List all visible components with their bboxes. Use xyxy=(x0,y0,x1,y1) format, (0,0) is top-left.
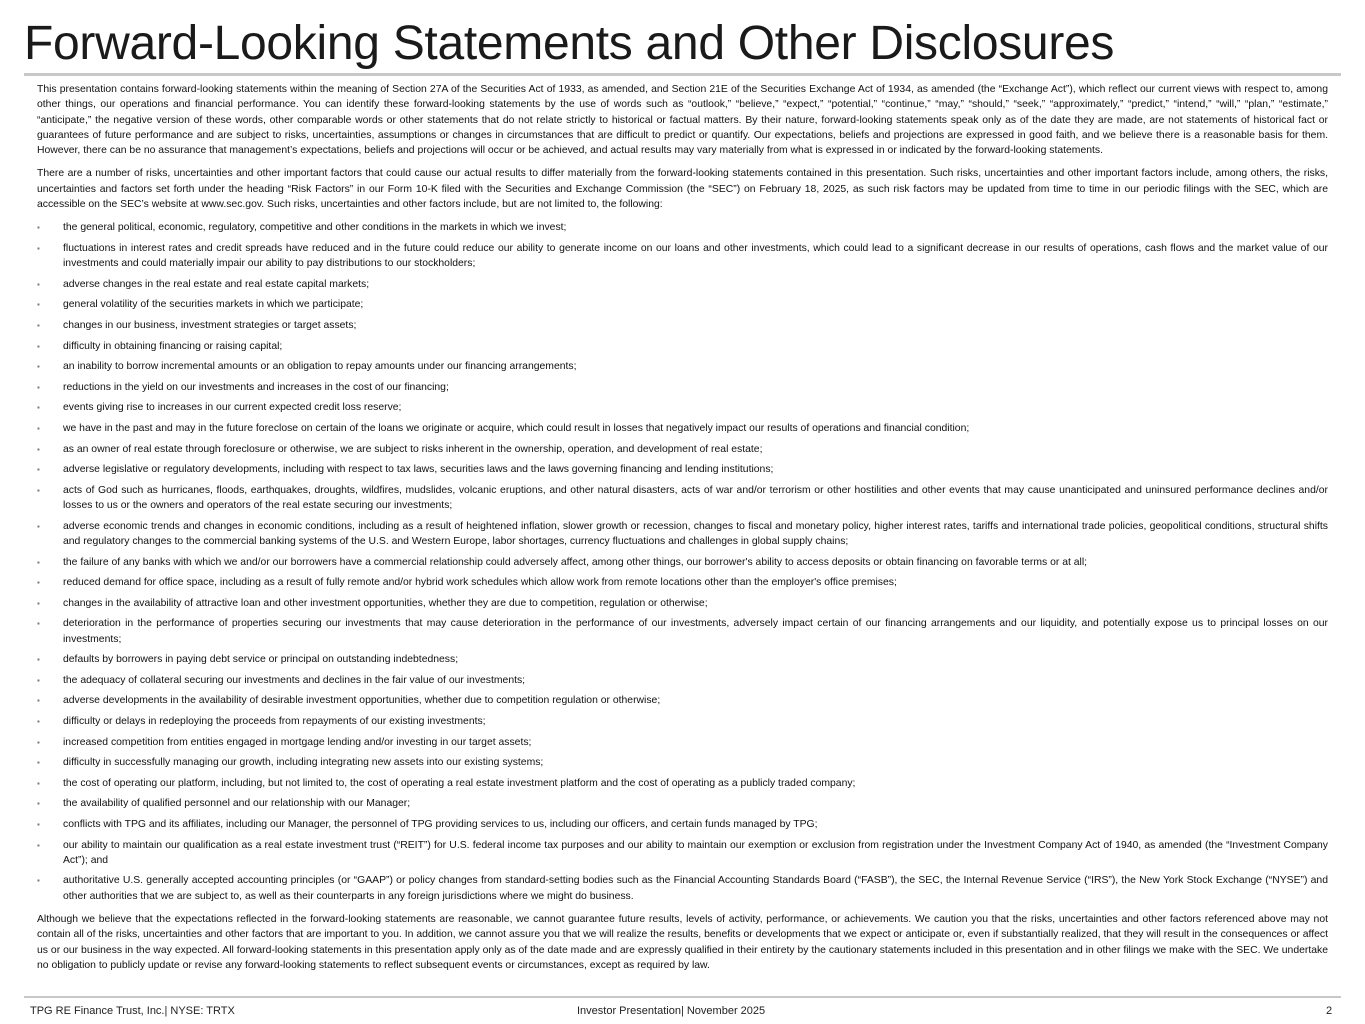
bullet-icon: ▪ xyxy=(37,655,40,665)
footer-presentation: Investor Presentation| November 2025 xyxy=(577,1005,766,1017)
bullet-icon: ▪ xyxy=(37,341,40,351)
bullet-icon: ▪ xyxy=(37,876,40,886)
bullet-icon: ▪ xyxy=(37,675,40,685)
bullet-icon: ▪ xyxy=(37,424,40,434)
list-item: ▪ changes in our business, investment strategies or target assets; xyxy=(37,318,1328,333)
bullet-icon: ▪ xyxy=(37,279,40,289)
intro-paragraph: This presentation contains forward-looking statements within the meaning of Section 27A of the Securities Act of 1933, as amended, and Section 21E of the Securities Exchange Act of 1934, as amended (the “Exchange Act”), which reflect our current views with respect to, among other things, our operations and financial performance. You can identify these forward-looking statements by the use of words such as “outlook,” “believe,” “expect,” “potential,” “continue,” “may,” “should,” “seek,” “approximately,” “predict,” “intend,” “will,” “plan,” “estimate,” “anticipate,” the negative version of these words, other comparable words or other statements that do not relate strictly to historical or factual matters. By their nature, forward-looking statements speak only as of the date they are made, are not statements of historical fact or guarantees of future performance and are subject to risks, uncertainties, assumptions or changes in circumstances that are difficult to predict or quantify. Our expectations, beliefs and projections are expressed in good faith, and we believe there is a reasonable basis for them. However, there can be no assurance that management’s expectations, beliefs and projections will occur or be achieved, and actual results may vary materially from what is expressed in or indicated by the forward-looking statements. xyxy=(37,84,1328,157)
bullet-icon: ▪ xyxy=(37,485,40,495)
bullet-icon: ▪ xyxy=(37,737,40,747)
bullet-icon: ▪ xyxy=(37,243,40,253)
disclosure-body xyxy=(37,82,1328,981)
bullet-icon: ▪ xyxy=(37,717,40,727)
bullet-icon: ▪ xyxy=(37,382,40,392)
list-item: ▪ general volatility of the securities markets in which we participate; xyxy=(37,297,1328,312)
bullet-icon: ▪ xyxy=(37,598,40,608)
list-item: ▪ difficulty or delays in redeploying the proceeds from repayments of our existing investments; xyxy=(37,714,1328,729)
list-item: ▪ the availability of qualified personnel and our relationship with our Manager; xyxy=(37,796,1328,811)
list-item: ▪ our ability to maintain our qualification as a real estate investment trust (“REIT”) for U.S. federal income tax purposes and our ability to maintain our exemption or exclusion from registration under the Investment Company Act of 1940, as amended (the “Investment Company Act”); and xyxy=(37,839,1328,866)
bullet-icon: ▪ xyxy=(37,321,40,331)
footer-divider xyxy=(24,996,1341,998)
list-item: ▪ difficulty in successfully managing our growth, including integrating new assets into our existing systems; xyxy=(37,755,1328,770)
bullet-icon: ▪ xyxy=(37,521,40,531)
bullet-icon: ▪ xyxy=(37,557,40,567)
list-item: ▪ conflicts with TPG and its affiliates, including our Manager, the personnel of TPG providing services to us, including our officers, and certain funds managed by TPG; xyxy=(37,817,1328,832)
list-item: ▪ we have in the past and may in the future foreclose on certain of the loans we originate or acquire, which could result in losses that negatively impact our results of operations and financial condition; xyxy=(37,421,1328,436)
list-item: ▪ the general political, economic, regulatory, competitive and other conditions in the markets in which we invest; xyxy=(37,220,1328,235)
bullet-icon: ▪ xyxy=(37,444,40,454)
bullet-icon: ▪ xyxy=(37,696,40,706)
footer-company: TPG RE Finance Trust, Inc.| NYSE: TRTX xyxy=(30,1005,235,1017)
list-item: ▪ the adequacy of collateral securing our investments and declines in the fair value of our investments; xyxy=(37,673,1328,688)
list-item: ▪ the failure of any banks with which we and/or our borrowers have a commercial relationship could adversely affect, among other things, our borrower's ability to access deposits or obtain financing on favorable terms or at all; xyxy=(37,555,1328,570)
list-item: ▪ as an owner of real estate through foreclosure or otherwise, we are subject to risks inherent in the ownership, operation, and development of real estate; xyxy=(37,442,1328,457)
risk-factor-list xyxy=(37,220,1328,904)
list-item: ▪ an inability to borrow incremental amounts or an obligation to repay amounts under our financing arrangements; xyxy=(37,359,1328,374)
bullet-icon: ▪ xyxy=(37,300,40,310)
intro-paragraph: There are a number of risks, uncertainties and other important factors that could cause our actual results to differ materially from the forward-looking statements contained in this presentation. Such risks, uncertainties and other important factors include, among others, the risks, uncertainties and factors set forth under the heading “Risk Factors” in our Form 10-K filed with the Securities and Exchange Commission (the “SEC”) on February 18, 2025, as such risk factors may be updated from time to time in our periodic filings with the SEC, which are accessible on the SEC’s website at www.sec.gov. Such risks, uncertainties and other factors include, but are not limited to, the following: xyxy=(37,168,1328,211)
list-item: ▪ difficulty in obtaining financing or raising capital; xyxy=(37,339,1328,354)
list-item: ▪ reduced demand for office space, including as a result of fully remote and/or hybrid work schedules which allow work from remote locations other than the employer's office premises; xyxy=(37,575,1328,590)
bullet-icon: ▪ xyxy=(37,820,40,829)
list-item: ▪ defaults by borrowers in paying debt service or principal on outstanding indebtedness; xyxy=(37,652,1328,667)
list-item: ▪ adverse legislative or regulatory developments, including with respect to tax laws, securities laws and the laws governing financing and lending institutions; xyxy=(37,462,1328,477)
list-item: ▪ fluctuations in interest rates and credit spreads have reduced and in the future could reduce our ability to generate income on our loans and other investments, which could lead to a significant decrease in our results of operations, cash flows and the market value of our investments and could materially impair our ability to pay distributions to our stockholders; xyxy=(37,242,1328,270)
list-item: ▪ events giving rise to increases in our current expected credit loss reserve; xyxy=(37,400,1328,415)
list-item: ▪ adverse economic trends and changes in economic conditions, including as a result of heightened inflation, slower growth or recession, changes to fiscal and monetary policy, higher interest rates, tariffs and international trade policies, geopolitical conditions, structural shifts and regulatory changes to the commercial banking systems of the U.S. and Western Europe, labor shortages, currency fluctuations and challenges in global supply chains; xyxy=(37,520,1328,547)
list-item: ▪ adverse developments in the availability of desirable investment opportunities, whether due to competition regulation or otherwise; xyxy=(37,693,1328,708)
list-item: ▪ adverse changes in the real estate and real estate capital markets; xyxy=(37,277,1328,292)
bullet-icon: ▪ xyxy=(37,578,40,588)
bullet-icon: ▪ xyxy=(37,223,40,233)
list-item: ▪ the cost of operating our platform, including, but not limited to, the cost of operating a real estate investment platform and the cost of operating as a publicly traded company; xyxy=(37,776,1328,791)
bullet-icon: ▪ xyxy=(37,403,40,413)
title-divider xyxy=(24,73,1341,76)
list-item: ▪ reductions in the yield on our investments and increases in the cost of our financing; xyxy=(37,380,1328,395)
bullet-icon: ▪ xyxy=(37,840,40,850)
bullet-icon: ▪ xyxy=(37,465,40,475)
list-item: ▪ changes in the availability of attractive loan and other investment opportunities, whether they are due to competition, regulation or otherwise; xyxy=(37,596,1328,611)
page-number: 2 xyxy=(1326,1005,1333,1017)
list-item: ▪ deterioration in the performance of properties securing our investments that may cause deterioration in the performance of our investments, adversely impact certain of our financing arrangements and our liquidity, and potentially expose us to principal losses on our investments; xyxy=(37,618,1328,645)
bullet-icon: ▪ xyxy=(37,362,40,372)
list-item: ▪ acts of God such as hurricanes, floods, earthquakes, droughts, wildfires, mudslides, volcanic eruptions, and other natural disasters, acts of war and/or terrorism or other hostilities and other events that may cause unanticipated and uninsured performance declines and/or losses to us or the owners and operators of the real estate securing our investments; xyxy=(37,484,1328,512)
bullet-icon: ▪ xyxy=(37,799,40,809)
bullet-icon: ▪ xyxy=(37,778,40,788)
page-title: Forward-Looking Statements and Other Disclosures xyxy=(24,17,1115,70)
closing-paragraph: Although we believe that the expectations reflected in the forward-looking statements are reasonable, we cannot guarantee future results, levels of activity, performance, or achievements. We caution you that the risks, uncertainties and other factors referenced above may not contain all of the risks, uncertainties and other factors that are important to you. In addition, we cannot assure you that we will realize the results, benefits or developments that we expect or anticipate or, even if substantially realized, that they will result in the consequences or affect us or our business in the way expected. All forward-looking statements in this presentation apply only as of the date made and are expressly qualified in their entirety by the cautionary statements included in this presentation and in other filings we make with the SEC. We undertake no obligation to publicly update or revise any forward-looking statements to reflect subsequent events or circumstances, except as required by law. xyxy=(37,914,1328,971)
list-item: ▪ authoritative U.S. generally accepted accounting principles (or “GAAP”) or policy changes from standard-setting bodies such as the Financial Accounting Standards Board (“FASB”), the SEC, the Internal Revenue Service (“IRS”), the New York Stock Exchange (“NYSE”) and other authorities that we are subject to, as well as their counterparts in any foreign jurisdictions where we might do business. xyxy=(37,875,1328,902)
bullet-icon: ▪ xyxy=(37,619,40,629)
bullet-icon: ▪ xyxy=(37,758,40,768)
list-item: ▪ increased competition from entities engaged in mortgage lending and/or investing in our target assets; xyxy=(37,735,1328,750)
